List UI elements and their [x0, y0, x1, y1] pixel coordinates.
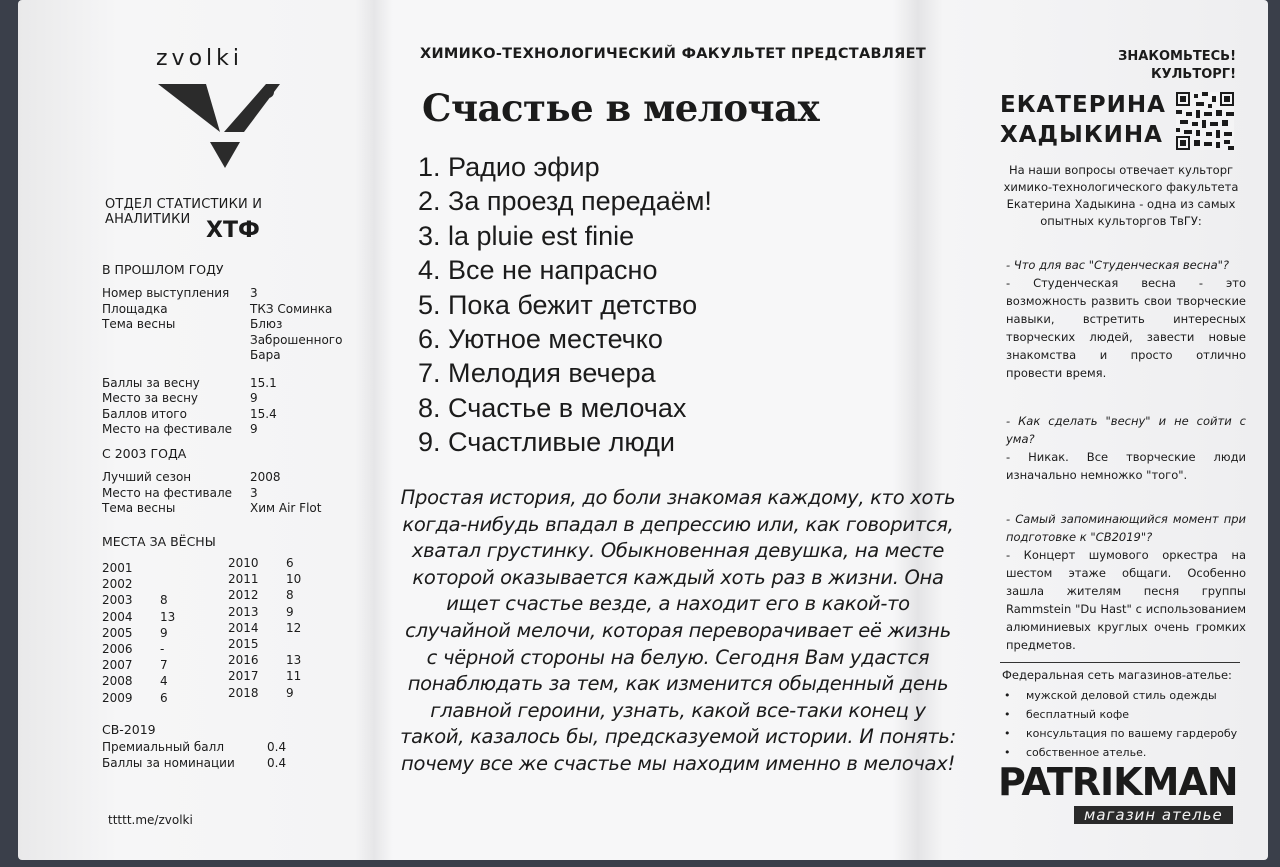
year-row: 2007 7: [102, 658, 168, 673]
leaflet: [18, 0, 1268, 860]
ad-item: • бесплатный кофе: [1004, 705, 1237, 724]
department-title: ОТДЕЛ СТАТИСТИКИ И АНАЛИТИКИ: [105, 197, 263, 227]
patrikman-logo: [998, 760, 1242, 830]
zvolki-logo-text: zvolki: [156, 46, 243, 71]
brand-name: PATRIKMAN: [998, 760, 1238, 804]
ad-item: • консультация по вашему гардеробу: [1004, 724, 1237, 743]
meet-line: КУЛЬТОРГ!: [1150, 67, 1236, 82]
story-text: Простая история, до боли знакомая каждому, кто хоть когда-нибудь впадал в депрессию или, как говорится, хватал грустинку. Обыкновенная девушка, на месте которой оказывается каждый хоть раз в жизни. Она ищет счастье везде, а находит его в какой-то случайной мелочи, которая переворачивает её жизнь с чёрной стороны на белую. Сегодня Вам удастся понаблюдать за тем, как изменится обыденный день главной героини, узнать, какой все-таки конец у такой, казалось бы, предсказуемой истории. И понять: почему все же счастье мы находим именно в мелочах!: [400, 486, 956, 775]
year-row: 2002: [102, 577, 133, 592]
year-row: 2013 9: [228, 604, 294, 619]
stat-row: Тема весны Хим Air Flot: [102, 501, 322, 515]
song-item: 4. Все не напрасно: [418, 255, 658, 286]
name-line: ХАДЫКИНА: [1000, 122, 1163, 148]
program-panel: [358, 0, 978, 860]
ad-list: [1004, 686, 1237, 762]
year-row: 2008 4: [102, 674, 168, 689]
show-title: Счастье в мелочах: [422, 86, 820, 130]
stat-row: Место за весну 9: [102, 391, 258, 405]
zvolki-logo-icon: [148, 70, 288, 180]
places-heading: МЕСТА ЗА ВЁСНЫ: [102, 534, 216, 549]
stat-row: Площадка ТКЗ Соминка: [102, 301, 333, 316]
song-item: 2. За проезд передаём!: [418, 186, 712, 217]
song-item: 9. Счастливые люди: [418, 427, 675, 458]
song-item: 1. Радио эфир: [418, 152, 600, 182]
intro-text: На наши вопросы отвечает культорг химико-технологического факультета Екатерина Хадыкина - одна из самых опытных культоргов ТвГУ:: [1003, 163, 1239, 228]
organizer-name: [1000, 90, 1166, 150]
ad-item: • собственное ателье.: [1004, 743, 1237, 762]
stat-row: Баллы за номинации 0.4: [102, 755, 287, 770]
since-2003-stats: [102, 470, 350, 517]
since-2003-heading: С 2003 ГОДА: [102, 446, 187, 461]
sv2019-stats: [102, 740, 367, 771]
song-item: 7. Мелодия вечера: [418, 358, 656, 389]
stat-row: Место на фестивале 9: [102, 422, 258, 436]
year-row: 2010 6: [228, 556, 294, 570]
year-row: 2001: [102, 561, 133, 575]
zvolki-link: ttttt.me/zvolki: [108, 813, 193, 827]
meet-line: ЗНАКОМЬТЕСЬ!: [1118, 49, 1236, 64]
places-column-1: [102, 560, 200, 706]
divider: [1000, 662, 1240, 663]
answer: - Никак. Все творческие люди изначально немножко "того".: [1006, 450, 1246, 482]
faculty-title: ХТФ: [206, 218, 260, 243]
question: - Самый запоминающийся момент при подготовке к "СВ2019"?: [1006, 512, 1246, 544]
question: - Что для вас "Студенческая весна"?: [1006, 258, 1230, 272]
last-year-stats: [102, 286, 350, 438]
song-item: 8. Счастье в мелочах: [418, 392, 687, 423]
stat-row: Тема весны Блюз Заброшенного Бара: [102, 317, 343, 362]
year-row: 2015: [228, 637, 259, 652]
song-item: 3. la pluie est finie: [418, 220, 635, 251]
year-row: 2011 10: [228, 572, 302, 587]
brand-subtitle: магазин ателье: [1074, 806, 1233, 824]
presents-heading: ХИМИКО-ТЕХНОЛОГИЧЕСКИЙ ФАКУЛЬТЕТ ПРЕДСТАВЛЯЕТ: [420, 46, 927, 62]
year-row: 2005 9: [102, 625, 168, 640]
year-row: 2018 9: [228, 685, 294, 700]
qa-block: [1006, 412, 1246, 484]
song-list: [418, 150, 712, 460]
year-row: 2016 13: [228, 653, 302, 668]
stat-row: Баллы за весну 15.1: [102, 375, 277, 390]
year-row: 2012 8: [228, 588, 294, 603]
qa-block: [1006, 510, 1246, 654]
answer: - Студенческая весна - это возможность развить свои творческие навыки, встретить интересных творческих людей, завести новые знакомства и просто отлично провести время.: [1006, 276, 1246, 380]
meet-heading: [1118, 48, 1236, 84]
sv2019-heading: СВ-2019: [102, 722, 156, 737]
stat-row: Лучший сезон 2008: [102, 470, 281, 484]
year-row: 2017 11: [228, 669, 302, 684]
year-row: 2004 13: [102, 609, 176, 624]
year-row: 2003 8: [102, 593, 168, 608]
places-column-2: [228, 555, 326, 701]
stat-row: Премиальный балл 0.4: [102, 740, 287, 754]
song-item: 5. Пока бежит детство: [418, 289, 698, 320]
name-line: ЕКАТЕРИНА: [1000, 92, 1166, 118]
stat-row: Место на фестивале 3: [102, 485, 258, 500]
qa-block: [1006, 256, 1246, 382]
ad-heading: Федеральная сеть магазинов-ателье:: [1002, 668, 1232, 682]
year-row: 2009 6: [102, 690, 168, 705]
qr-code-icon: [1176, 92, 1234, 150]
interview-panel: [988, 0, 1268, 860]
answer: - Концерт шумового оркестра на шестом этаже общаги. Особенно зашла жителям песня группы Rammstein "Du Hast" с использованием алюминиевых круглых очень громких предметов.: [1006, 548, 1246, 652]
stat-row: Номер выступления 3: [102, 286, 258, 300]
song-item: 6. Уютное местечко: [418, 323, 663, 354]
stat-row: Баллов итого 15.4: [102, 406, 277, 421]
year-row: 2006 -: [102, 642, 165, 657]
question: - Как сделать "весну" и не сойти с ума?: [1006, 414, 1246, 446]
stats-panel: [78, 0, 343, 860]
year-row: 2014 12: [228, 620, 302, 635]
last-year-heading: В ПРОШЛОМ ГОДУ: [102, 262, 224, 277]
ad-item: • мужской деловой стиль одежды: [1004, 686, 1237, 705]
